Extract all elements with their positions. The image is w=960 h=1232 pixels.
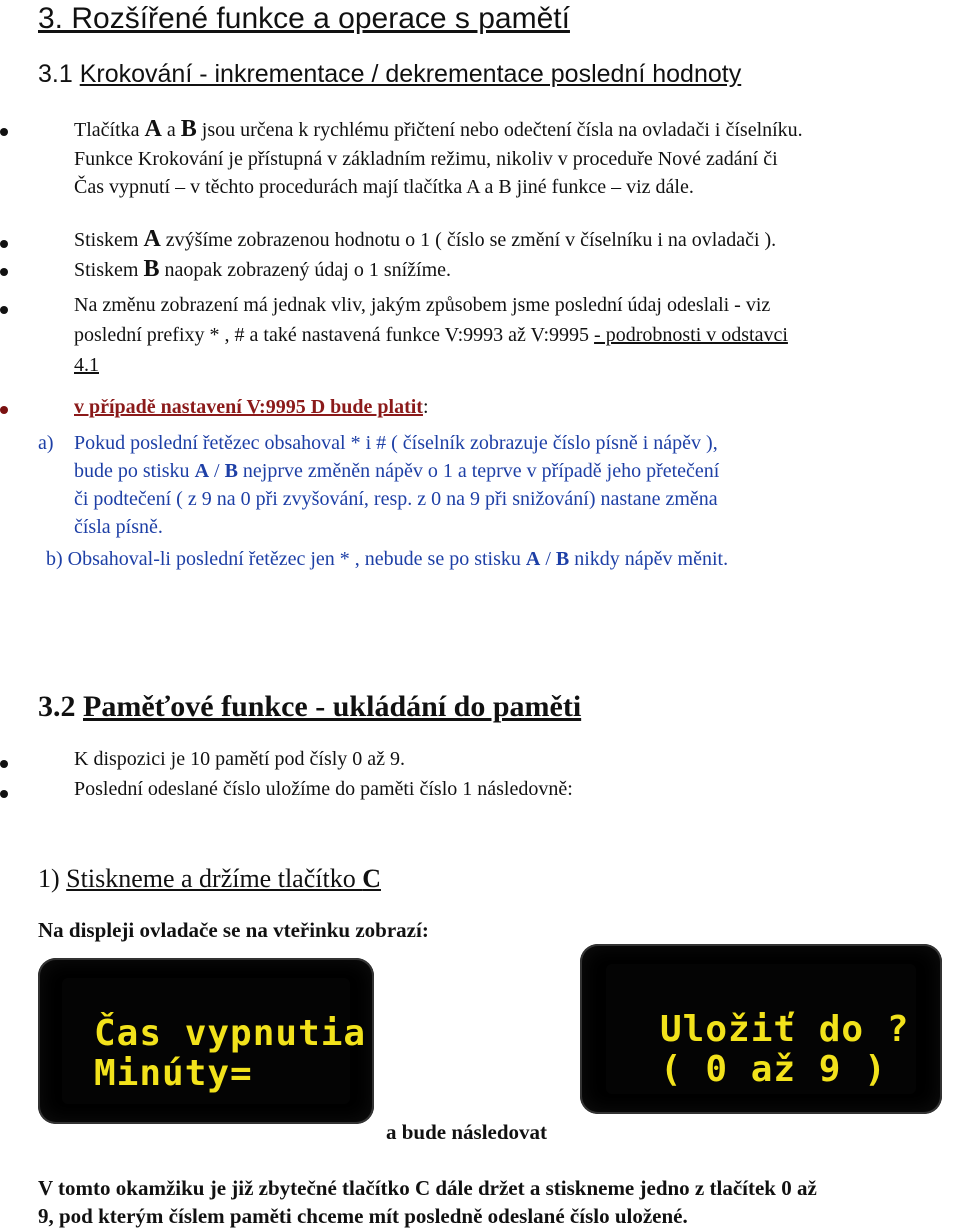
case-b-line bbox=[46, 548, 728, 571]
final-line-2: 9, pod kterým číslem paměti chceme mít posledně odeslané číslo uložené. bbox=[38, 1204, 688, 1228]
text: a bbox=[161, 119, 181, 141]
text: Stiskem bbox=[74, 259, 144, 281]
text: bude po stisku bbox=[74, 460, 195, 482]
oled-line-2: Minúty= bbox=[94, 1053, 253, 1094]
case-a-line-3: či podtečení ( z 9 na 0 při zvyšování, resp. z 0 na 9 při snižování) nastane změna bbox=[74, 488, 718, 510]
v9995-heading-text: v případě nastavení V:9995 D bude platit bbox=[74, 396, 423, 418]
text: jsou určena k rychlému přičtení nebo odečtení čísla na ovladači i číselníku. bbox=[196, 119, 803, 141]
case-a-line-4: čísla písně. bbox=[74, 516, 163, 538]
text: b) Obsahoval-li poslední řetězec jen * , nebude se po stisku bbox=[46, 548, 526, 570]
step-1-text bbox=[66, 864, 381, 893]
section-3-1-number: 3.1 bbox=[38, 60, 73, 88]
case-a-line-1: Pokud poslední řetězec obsahoval * i # ( číselník zobrazuje číslo písně i nápěv ), bbox=[74, 432, 718, 454]
key-b: B bbox=[555, 548, 570, 570]
section-3-2-text: Paměťové funkce - ukládání do paměti bbox=[83, 690, 582, 723]
step-1-heading bbox=[38, 864, 381, 894]
bullet-1-line-2: Funkce Krokování je přístupná v základním režimu, nikoliv v proceduře Nové zadání či bbox=[74, 148, 778, 170]
bullet-3 bbox=[74, 256, 451, 283]
bullet-4-line-1: Na změnu zobrazení má jednak vliv, jakým způsobem jsme poslední údaj odeslali - viz bbox=[74, 294, 771, 316]
case-a-label: a) bbox=[38, 432, 54, 454]
text: / bbox=[209, 460, 225, 482]
key-a: A bbox=[194, 460, 210, 482]
oled-display-2 bbox=[580, 944, 942, 1114]
key-a: A bbox=[525, 548, 541, 570]
oled-display-1 bbox=[38, 958, 374, 1124]
key-a: A bbox=[143, 226, 161, 252]
text: Tlačítka bbox=[74, 119, 145, 141]
key-c: C bbox=[362, 864, 381, 893]
bullet-dot bbox=[0, 268, 8, 276]
text: : bbox=[422, 396, 429, 418]
reference-link-continued[interactable]: 4.1 bbox=[74, 354, 99, 376]
section-3-title: 3. Rozšířené funkce a operace s pamětí bbox=[38, 2, 570, 35]
bullet-4-line-2 bbox=[74, 324, 788, 347]
final-line-1: V tomto okamžiku je již zbytečné tlačítko C dále držet a stiskneme jedno z tlačítek 0 až bbox=[38, 1176, 817, 1200]
bullet-dot bbox=[0, 306, 8, 314]
bullet-dot bbox=[0, 406, 8, 414]
text: zvýšíme zobrazenou hodnotu o 1 ( číslo se změní v číselníku i na ovladači ). bbox=[160, 229, 777, 251]
section-3-1-text: Krokování - inkrementace / dekrementace poslední hodnoty bbox=[79, 60, 742, 88]
then-text: a bude následovat bbox=[386, 1120, 548, 1144]
text: poslední prefixy * , # a také nastavená funkce V:9993 až V:9995 bbox=[74, 324, 595, 346]
oled-line-1: Čas vypnutia bbox=[94, 1013, 367, 1054]
bullet-dot bbox=[0, 240, 8, 248]
key-b: B bbox=[180, 116, 197, 142]
key-a: A bbox=[144, 116, 162, 142]
text: nikdy nápěv měnit. bbox=[569, 548, 729, 570]
bullet-2 bbox=[74, 226, 776, 253]
section-3-2-bullet-1: K dispozici je 10 pamětí pod čísly 0 až 9. bbox=[74, 748, 406, 770]
section-3-2-title bbox=[38, 690, 581, 724]
case-a-line-2 bbox=[74, 460, 719, 483]
bullet-dot bbox=[0, 760, 8, 768]
text: nejprve změněn nápěv o 1 a teprve v případě jeho přetečení bbox=[237, 460, 720, 482]
bullet-1-line-1 bbox=[74, 116, 803, 143]
oled-line-2: ( 0 až 9 ) bbox=[660, 1049, 887, 1090]
bullet-dot bbox=[0, 128, 8, 136]
oled-line-1: Uložiť do ? bbox=[660, 1009, 910, 1050]
text: Stiskneme a držíme tlačítko bbox=[66, 864, 363, 893]
section-3-2-number: 3.2 bbox=[38, 690, 76, 723]
bullet-1-line-3: Čas vypnutí – v těchto procedurách mají tlačítka A a B jiné funkce – viz dále. bbox=[74, 176, 694, 198]
section-3-1-title bbox=[38, 60, 741, 89]
key-b: B bbox=[143, 256, 160, 282]
bullet-dot bbox=[0, 790, 8, 798]
section-3-2-bullet-2: Poslední odeslané číslo uložíme do paměti číslo 1 následovně: bbox=[74, 778, 573, 800]
text: / bbox=[540, 548, 556, 570]
v9995-heading bbox=[74, 396, 429, 419]
key-b: B bbox=[224, 460, 238, 482]
text: naopak zobrazený údaj o 1 snížíme. bbox=[159, 259, 452, 281]
display-intro: Na displeji ovladače se na vteřinku zobrazí: bbox=[38, 918, 429, 942]
text: Stiskem bbox=[74, 229, 144, 251]
reference-link[interactable]: - podrobnosti v odstavci bbox=[594, 324, 788, 346]
step-number: 1) bbox=[38, 864, 60, 893]
